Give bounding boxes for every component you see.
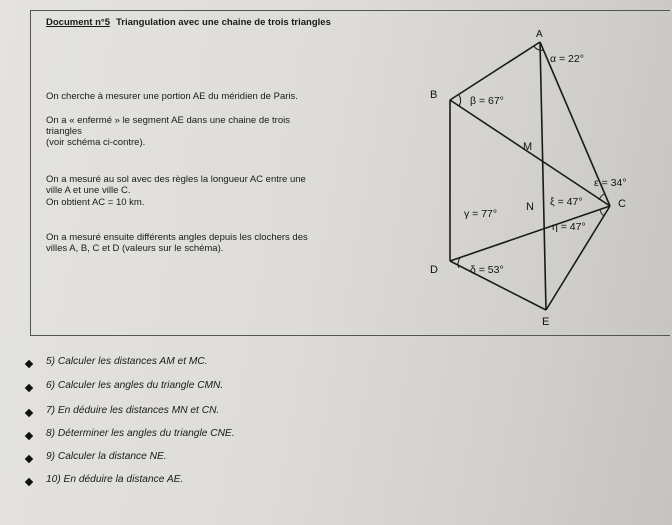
paragraph-intro: On cherche à mesurer une portion AE du méridien de Paris. bbox=[46, 91, 298, 102]
paragraph-measure-2: ville A et une ville C. bbox=[46, 185, 131, 196]
paragraph-result: On obtient AC = 10 km. bbox=[46, 197, 145, 208]
paragraph-measure-1: On a mesuré au sol avec des règles la longueur AC entre une bbox=[46, 174, 306, 185]
question-8: 8) Déterminer les angles du triangle CNE. bbox=[46, 428, 235, 439]
angle-eta-label: η = 47° bbox=[552, 221, 586, 233]
question-5: 5) Calculer les distances AM et MC. bbox=[46, 356, 208, 367]
angle-mark-epsilon bbox=[599, 194, 604, 200]
angle-alpha-label: α = 22° bbox=[550, 53, 584, 65]
segment-ab bbox=[450, 42, 540, 100]
point-n-label: N bbox=[526, 201, 534, 213]
angle-mark-beta bbox=[459, 95, 461, 106]
question-6: 6) Calculer les angles du triangle CMN. bbox=[46, 380, 224, 391]
angle-xi-label: ξ = 47° bbox=[550, 196, 583, 208]
segment-bc bbox=[450, 100, 610, 206]
document-title-text: Triangulation avec une chaine de trois triangles bbox=[115, 17, 331, 28]
point-e-label: E bbox=[542, 316, 550, 328]
question-9: 9) Calculer la distance NE. bbox=[46, 451, 167, 462]
question-10: 10) En déduire la distance AE. bbox=[46, 474, 184, 485]
document-title bbox=[46, 17, 331, 28]
point-c-label: C bbox=[618, 198, 626, 210]
point-a-label: A bbox=[536, 29, 543, 40]
document-label: Document n°5 bbox=[46, 17, 110, 28]
angle-mark-eta bbox=[600, 209, 604, 216]
point-m-label: M bbox=[523, 141, 533, 153]
paragraph-angles-2: villes A, B, C et D (valeurs sur le schéma). bbox=[46, 243, 224, 254]
paragraph-chain-3: (voir schéma ci-contre). bbox=[46, 137, 146, 148]
paragraph-chain-2: triangles bbox=[46, 126, 82, 137]
paragraph-angles-1: On a mesuré ensuite différents angles depuis les clochers des bbox=[46, 232, 308, 243]
triangulation-diagram bbox=[412, 24, 662, 330]
point-b-label: B bbox=[430, 89, 438, 101]
point-d-label: D bbox=[430, 264, 438, 276]
meridian-ae bbox=[540, 42, 546, 310]
question-7: 7) En déduire les distances MN et CN. bbox=[46, 405, 220, 416]
paragraph-chain-1: On a « enfermé » le segment AE dans une chaine de trois bbox=[46, 115, 290, 126]
angle-delta-label: δ = 53° bbox=[470, 264, 504, 276]
angle-epsilon-label: ε = 34° bbox=[594, 177, 627, 189]
angle-beta-label: β = 67° bbox=[470, 95, 504, 107]
angle-gamma-label: γ = 77° bbox=[464, 208, 498, 220]
